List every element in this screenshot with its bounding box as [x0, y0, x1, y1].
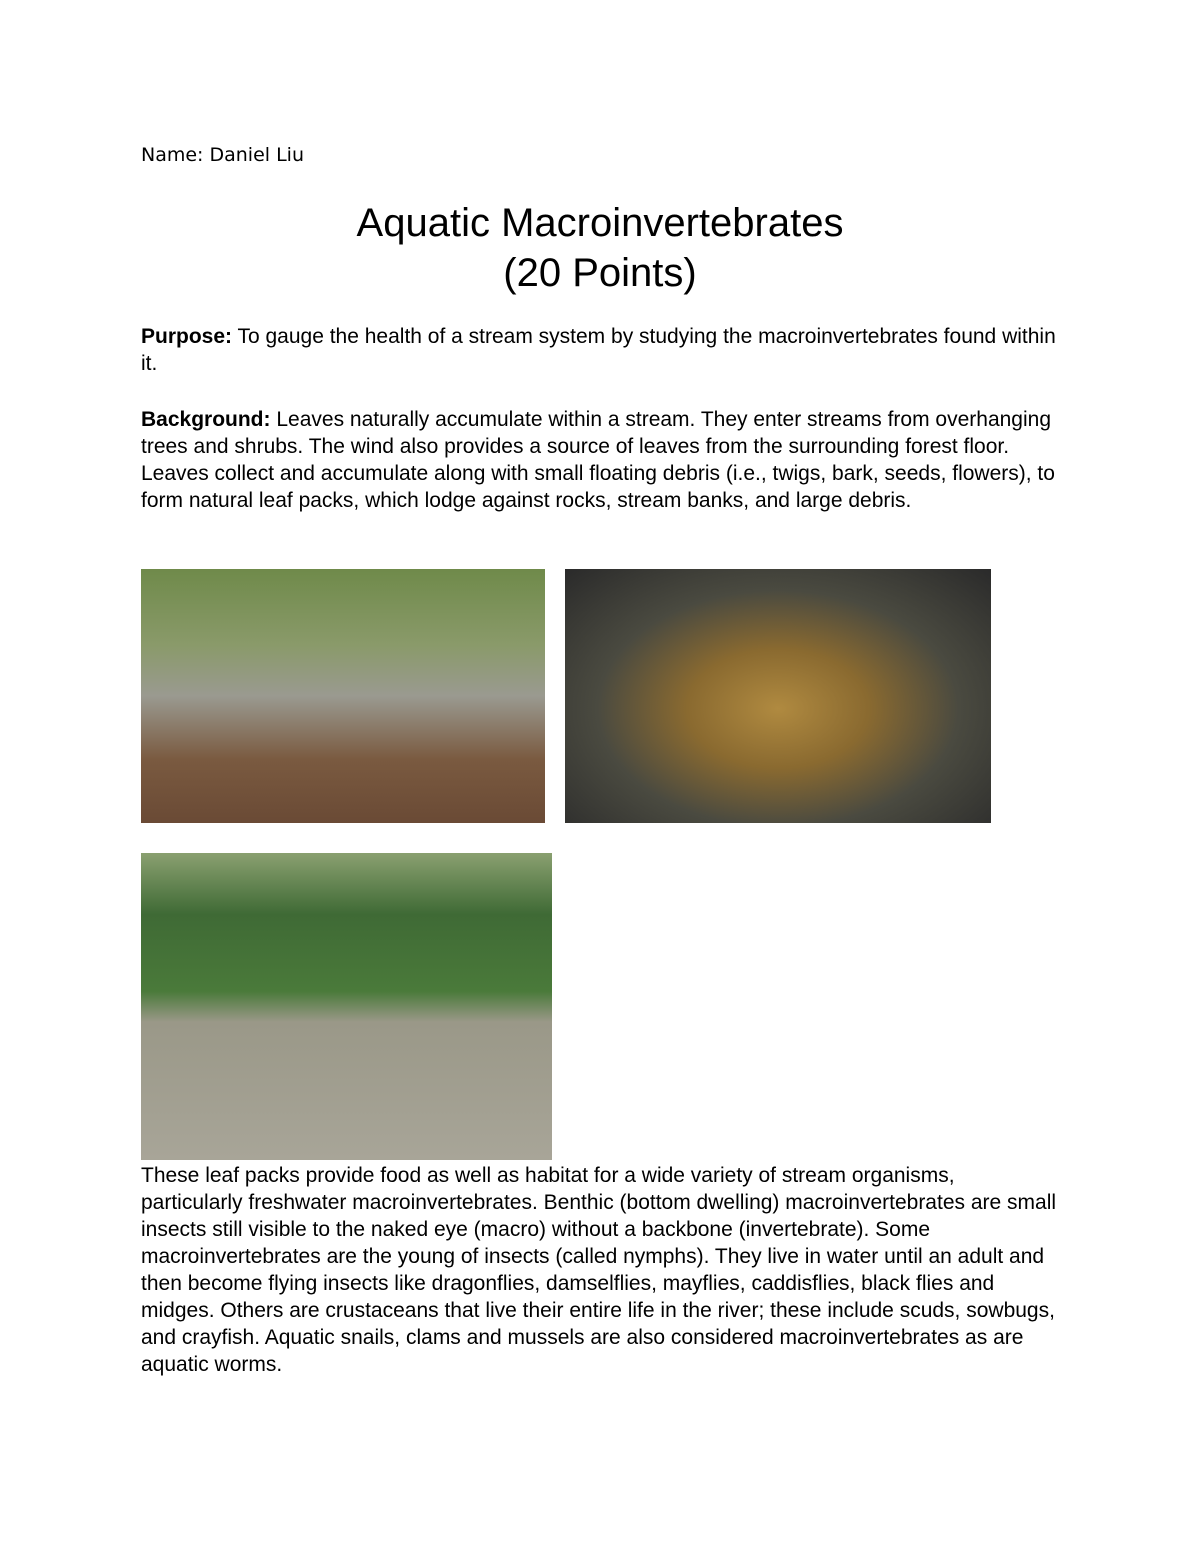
student-name: Name: Daniel Liu — [141, 144, 305, 166]
purpose-text: To gauge the health of a stream system by studying the macroinvertebrates found within it. — [141, 325, 1056, 375]
body-paragraph: These leaf packs provide food as well as habitat for a wide variety of stream organisms, particularly freshwater macroinvertebrates. Benthic (bottom dwelling) macroinvertebrates are small insects still visible to the naked eye (macro) without a backbone (invertebrate). Some macroinvertebrates are the young of insects (called nymphs). They live in water until an adult and then become flying insects like dragonflies, damselflies, mayflies, caddisflies, black flies and midges. Others are crustaceans that live their entire life in the river; these include scuds, sowbugs, and crayfish. Aquatic snails, clams and mussels are also considered macroinvertebrates as are aquatic worms. — [141, 1164, 1057, 1376]
students-sampling-photo — [141, 853, 552, 1160]
leaf-pack-photo — [565, 569, 991, 823]
purpose-paragraph — [141, 323, 1061, 377]
background-text: Leaves naturally accumulate within a stream. They enter streams from overhanging trees and shrubs. The wind also provides a source of leaves from the surrounding forest floor. Leaves collect and accumulate along with small floating debris (i.e., twigs, bark, seeds, flowers), to form natural leaf packs, which lodge against rocks, stream banks, and large debris. — [141, 408, 1055, 512]
background-paragraph — [141, 406, 1061, 514]
title-line-2: (20 Points) — [503, 251, 697, 295]
title-line-1: Aquatic Macroinvertebrates — [356, 201, 844, 245]
background-label: Background: — [141, 408, 271, 431]
forest-stream-photo — [141, 569, 545, 823]
purpose-label: Purpose: — [141, 325, 233, 348]
document-title — [0, 198, 1200, 298]
